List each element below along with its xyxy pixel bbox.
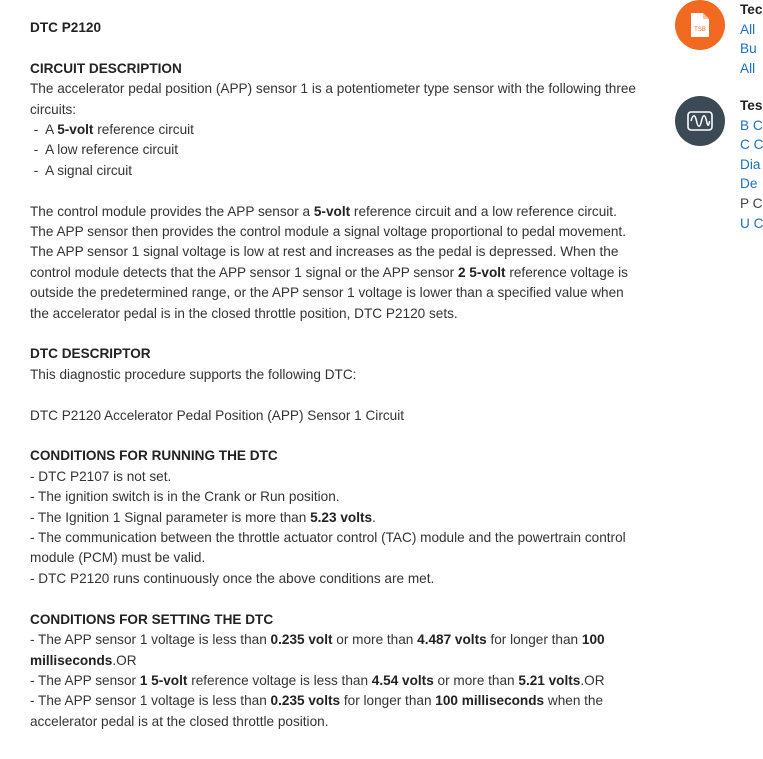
tests-link[interactable]: C C: [740, 137, 763, 153]
tsb-link[interactable]: Bu: [740, 41, 757, 57]
tests-link[interactable]: De: [740, 176, 758, 192]
waveform-icon-graphic: [687, 111, 713, 131]
conditions-running-item: - The Ignition 1 Signal parameter is more than 5.23 volts.: [30, 509, 376, 525]
conditions-running-heading: CONDITIONS FOR RUNNING THE DTC: [30, 448, 278, 464]
dtc-descriptor-line: DTC P2120 Accelerator Pedal Position (APP) Sensor 1 Circuit: [30, 407, 404, 423]
tests-section: [740, 96, 763, 233]
conditions-setting-item: - The APP sensor 1 5-volt reference voltage is less than 4.54 volts or more than 5.21 volts.OR: [30, 672, 605, 688]
dtc-title: DTC P2120: [30, 20, 102, 35]
dtc-descriptor-line: This diagnostic procedure supports the following DTC:: [30, 366, 357, 382]
circuit-description-heading: CIRCUIT DESCRIPTION: [30, 60, 182, 76]
tests-link[interactable]: Dia: [740, 156, 761, 172]
conditions-running-item: - DTC P2120 runs continuously once the above conditions are met.: [30, 570, 435, 586]
conditions-running-item: - The ignition switch is in the Crank or Run position.: [30, 489, 340, 505]
tests-link[interactable]: B C: [740, 117, 763, 133]
tsb-link[interactable]: All: [740, 21, 756, 37]
circuit-list-item: - A 5-volt reference circuit: [30, 122, 194, 138]
tsb-icon-label: TSB: [694, 27, 706, 33]
conditions-running-item: - DTC P2107 is not set.: [30, 468, 172, 484]
circuit-list-item: - A signal circuit: [30, 162, 132, 178]
related-sidebar: [675, 0, 763, 759]
tests-item: P C: [740, 195, 763, 211]
tsb-document-icon-graphic: [689, 12, 711, 38]
conditions-setting-item: - The APP sensor 1 voltage is less than 0.235 volt or more than 4.487 volts for longer than 100 milliseconds.OR: [30, 632, 605, 668]
tsb-link[interactable]: All: [740, 60, 756, 76]
dtc-descriptor-heading: DTC DESCRIPTOR: [30, 346, 151, 362]
waveform-icon[interactable]: [675, 96, 725, 146]
circuit-description-paragraph: The control module provides the APP sensor a 5-volt reference circuit and a low reference circuit. The APP sensor then provides the control module a signal voltage proportional to pedal movement. The APP sensor 1 signal voltage is low at rest and increases as the pedal is depressed. When the control module detects that the APP sensor 1 signal or the APP sensor 2 5-volt reference voltage is outside the predetermined range, or the APP sensor 1 voltage is lower than a specified value when the accelerator pedal is in the closed throttle position, DTC P2120 sets.: [30, 203, 628, 321]
tests-link[interactable]: U C: [740, 215, 763, 231]
document-body: [30, 18, 642, 732]
tsb-section: [740, 0, 762, 78]
tsb-document-icon[interactable]: [675, 0, 725, 50]
tests-section-title: Tes: [740, 98, 763, 113]
circuit-description-intro: The accelerator pedal position (APP) sensor 1 is a potentiometer type sensor with the following three circuits:: [30, 81, 636, 117]
tsb-section-title: Tec: [740, 2, 763, 17]
circuit-list-item: - A low reference circuit: [30, 142, 179, 158]
conditions-running-item: - The communication between the throttle actuator control (TAC) module and the powertrain control module (PCM) must be valid.: [30, 530, 626, 566]
conditions-setting-item: - The APP sensor 1 voltage is less than 0.235 volts for longer than 100 milliseconds when the accelerator pedal is at the closed throttle position.: [30, 693, 604, 729]
conditions-setting-heading: CONDITIONS FOR SETTING THE DTC: [30, 611, 274, 627]
